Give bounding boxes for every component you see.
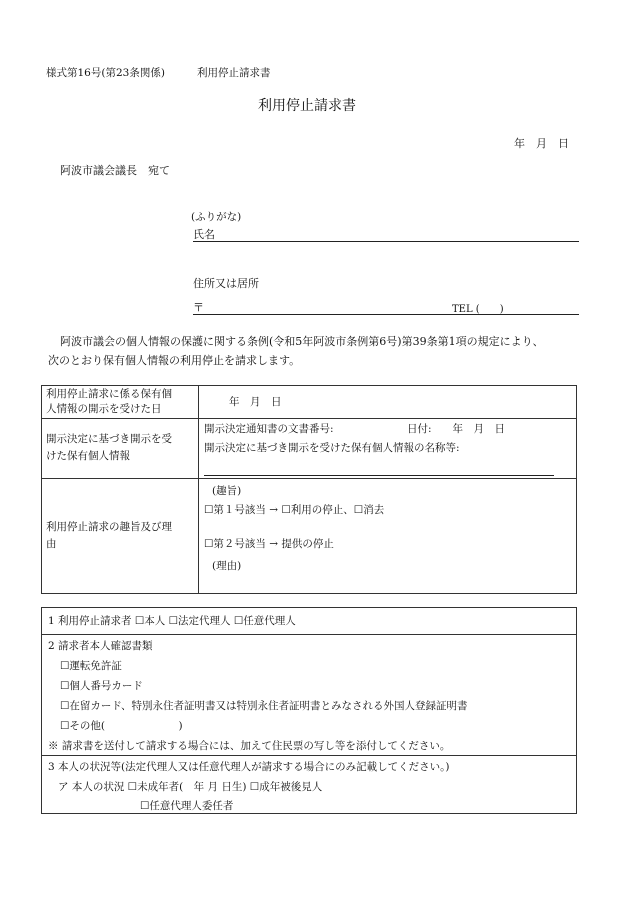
principal-status-title: 3 本人の状況等(法定代理人又は任意代理人が請求する場合にのみ記載してください。): [48, 761, 450, 773]
row1-label-line1: 利用停止請求に係る保有個: [46, 388, 172, 400]
name-underline: [193, 241, 579, 242]
body-text-line-2: 次のとおり保有個人情報の利用停止を請求します。: [48, 354, 301, 367]
page-title: 利用停止請求書: [258, 98, 356, 114]
table-row-divider: [42, 478, 576, 479]
principal-status-line-2[interactable]: ☐任意代理人委任者: [140, 800, 234, 812]
option-1-checkbox[interactable]: ☐第１号該当 → ☐利用の停止、☐消去: [204, 504, 385, 516]
id-doc-drivers-license[interactable]: ☐運転免許証: [60, 660, 122, 672]
purpose-label: (趣旨): [212, 485, 242, 497]
table-row-divider: [42, 755, 576, 756]
row1-label-line2: 人情報の開示を受けた日: [46, 403, 162, 415]
row3-label-line2: 由: [46, 538, 57, 550]
id-doc-other[interactable]: ☐その他( ): [60, 720, 183, 732]
doc-number-label: 開示決定通知書の文書番号:: [204, 423, 334, 435]
id-doc-residence-card[interactable]: ☐在留カード、特別永住者証明書又は特別永住者証明書とみなされる外国人登録証明書: [60, 700, 468, 712]
form-number: 様式第16号(第23条関係): [46, 67, 165, 79]
info-name-underline: [204, 475, 554, 476]
row2-label-line2: けた保有個人情報: [46, 450, 130, 462]
request-table: [41, 385, 577, 594]
id-documents-title: 2 請求者本人確認書類: [48, 640, 153, 652]
address-underline: [193, 314, 579, 315]
row3-label-line1: 利用停止請求の趣旨及び理: [46, 521, 172, 533]
tel-label: TEL ( ): [452, 304, 504, 315]
id-doc-my-number-card[interactable]: ☐個人番号カード: [60, 680, 143, 692]
form-name: 利用停止請求書: [197, 67, 271, 79]
disclosure-date-label: 日付: 年 月 日: [407, 423, 506, 435]
address-label: 住所又は居所: [193, 277, 259, 290]
body-text-line-1: 阿波市議会の個人情報の保護に関する条例(令和5年阿波市条例第6号)第39条第1項の規定により、: [60, 335, 544, 348]
option-2-checkbox[interactable]: ☐第２号該当 → 提供の停止: [204, 538, 334, 550]
date-line: 年 月 日: [514, 137, 569, 150]
table-row-divider: [42, 418, 576, 419]
row1-date-value: 年 月 日: [229, 396, 282, 408]
requester-table: [41, 607, 577, 814]
table-row-divider: [42, 634, 576, 635]
id-doc-note: ※ 請求書を送付して請求する場合には、加えて住民票の写し等を添付してください。: [48, 740, 451, 752]
requester-type-row[interactable]: 1 利用停止請求者 ☐本人 ☐法定代理人 ☐任意代理人: [48, 615, 296, 627]
info-name-label: 開示決定に基づき開示を受けた保有個人情報の名称等:: [204, 442, 460, 454]
postal-mark: 〒: [193, 301, 204, 314]
principal-status-line[interactable]: ア 本人の状況 ☐未成年者( 年 月 日生) ☐成年被後見人: [58, 781, 323, 793]
name-label: 氏名: [193, 228, 215, 241]
reason-label: (理由): [212, 560, 242, 572]
row2-label-line1: 開示決定に基づき開示を受: [46, 433, 172, 445]
furigana-label: (ふりがな): [191, 211, 242, 223]
addressee: 阿波市議会議長 宛て: [60, 164, 170, 177]
